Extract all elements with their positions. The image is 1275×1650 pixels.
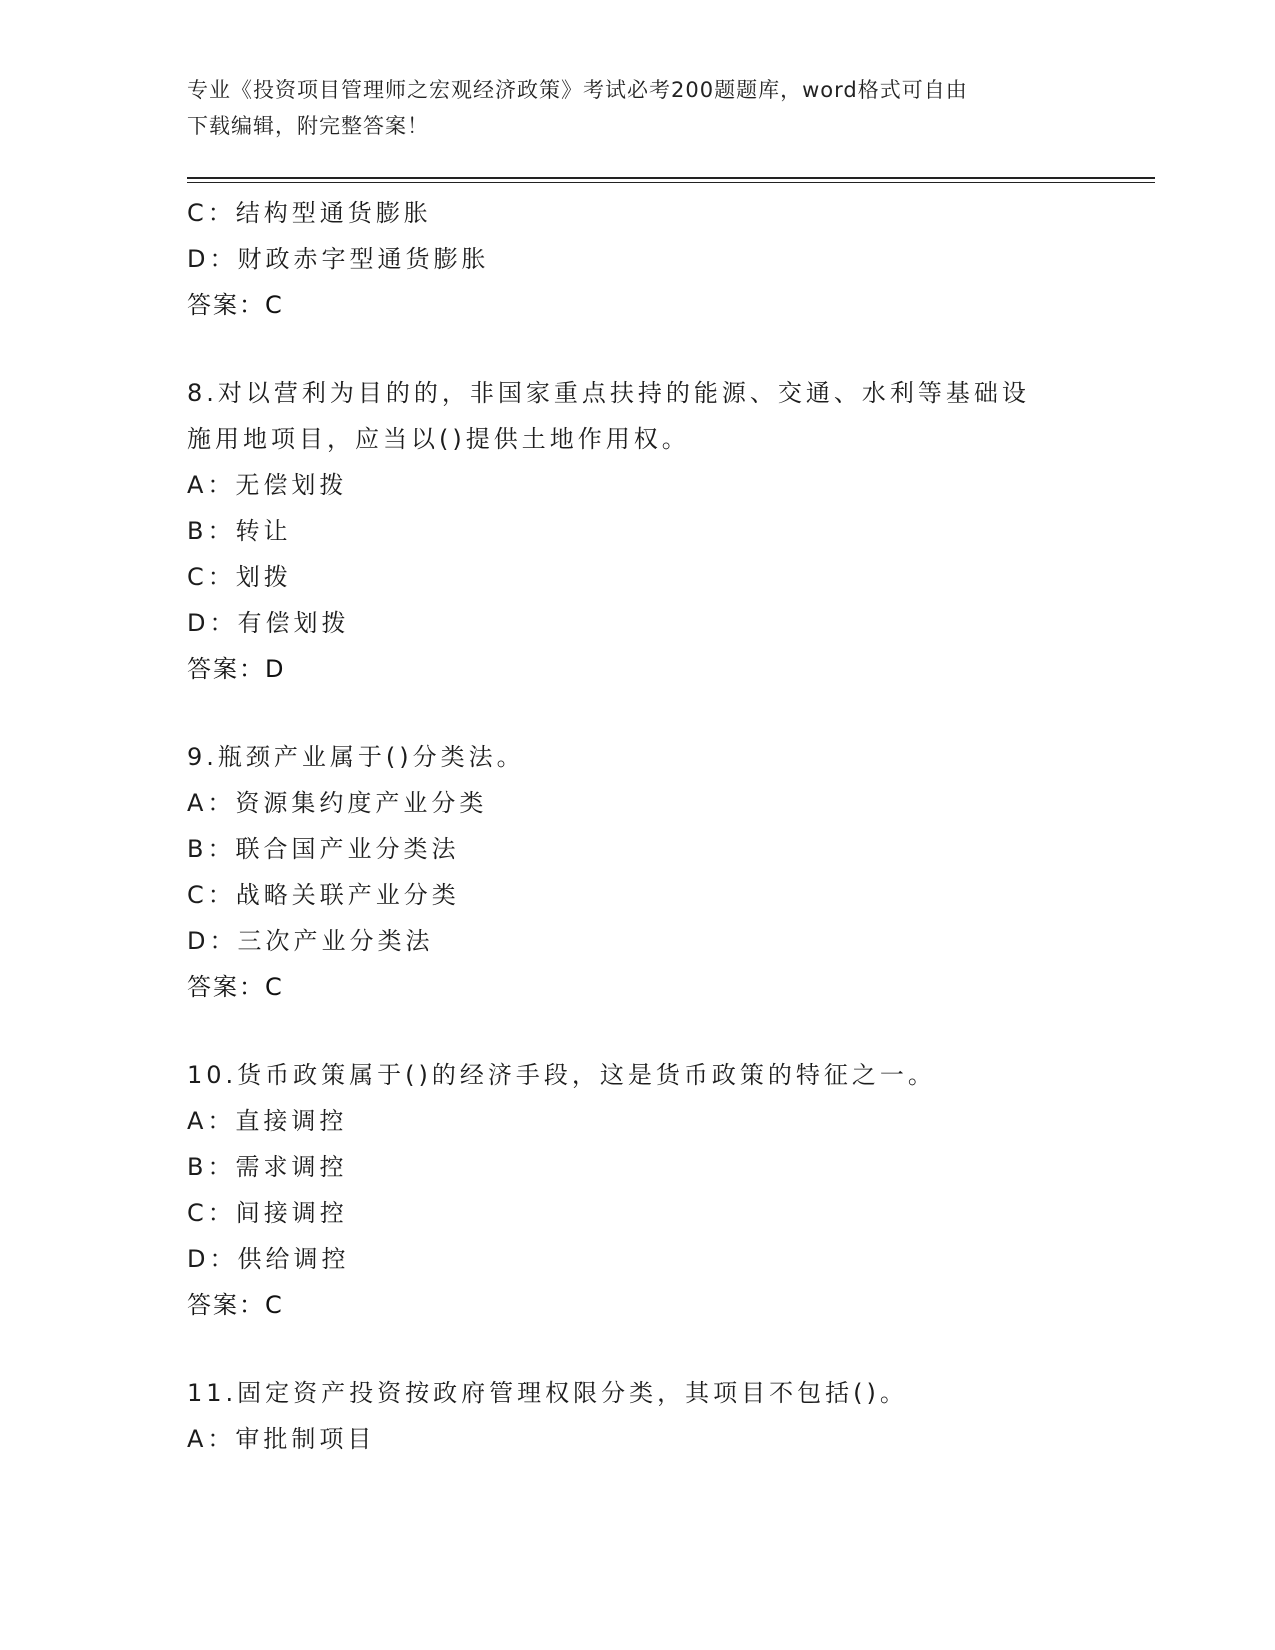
option-d: D：财政赤字型通货膨胀 <box>187 245 490 273</box>
header-divider-thin <box>187 182 1155 183</box>
option-a: A：资源集约度产业分类 <box>187 789 488 817</box>
question-stem: 8.对以营利为目的的，非国家重点扶持的能源、交通、水利等基础设 <box>187 379 1030 407</box>
question-10 <box>187 1052 1087 1328</box>
option-c: C：划拨 <box>187 563 292 591</box>
option-a: A：审批制项目 <box>187 1425 376 1453</box>
option-b: B：需求调控 <box>187 1153 348 1181</box>
answer-line: 答案：C <box>187 1291 284 1319</box>
option-b: B：联合国产业分类法 <box>187 835 460 863</box>
continued-question <box>187 190 1087 328</box>
option-c: C：战略关联产业分类 <box>187 881 460 909</box>
option-d: D：供给调控 <box>187 1245 350 1273</box>
option-c: C：结构型通货膨胀 <box>187 199 432 227</box>
answer-line: 答案：C <box>187 973 284 1001</box>
question-stem: 9.瓶颈产业属于()分类法。 <box>187 743 525 771</box>
header-divider-thick <box>187 177 1155 179</box>
option-c: C：间接调控 <box>187 1199 348 1227</box>
answer-line: 答案：C <box>187 291 284 319</box>
question-stem: 10.货币政策属于()的经济手段，这是货币政策的特征之一。 <box>187 1061 936 1089</box>
question-11 <box>187 1370 1087 1462</box>
header-line-1: 专业《投资项目管理师之宏观经济政策》考试必考200题题库，word格式可自由 <box>187 78 968 102</box>
spacer <box>187 1328 1087 1370</box>
question-list <box>187 190 1087 1462</box>
spacer <box>187 1010 1087 1052</box>
question-stem-cont: 施用地项目，应当以()提供土地作用权。 <box>187 425 690 453</box>
header-line-2: 下载编辑，附完整答案！ <box>187 114 429 138</box>
option-b: B：转让 <box>187 517 292 545</box>
answer-line: 答案：D <box>187 655 286 683</box>
document-header <box>187 72 1067 144</box>
question-stem: 11.固定资产投资按政府管理权限分类，其项目不包括()。 <box>187 1379 908 1407</box>
option-d: D：有偿划拨 <box>187 609 350 637</box>
option-a: A：直接调控 <box>187 1107 348 1135</box>
option-a: A：无偿划拨 <box>187 471 348 499</box>
spacer <box>187 328 1087 370</box>
question-9 <box>187 734 1087 1010</box>
option-d: D：三次产业分类法 <box>187 927 434 955</box>
spacer <box>187 692 1087 734</box>
question-8 <box>187 370 1087 692</box>
